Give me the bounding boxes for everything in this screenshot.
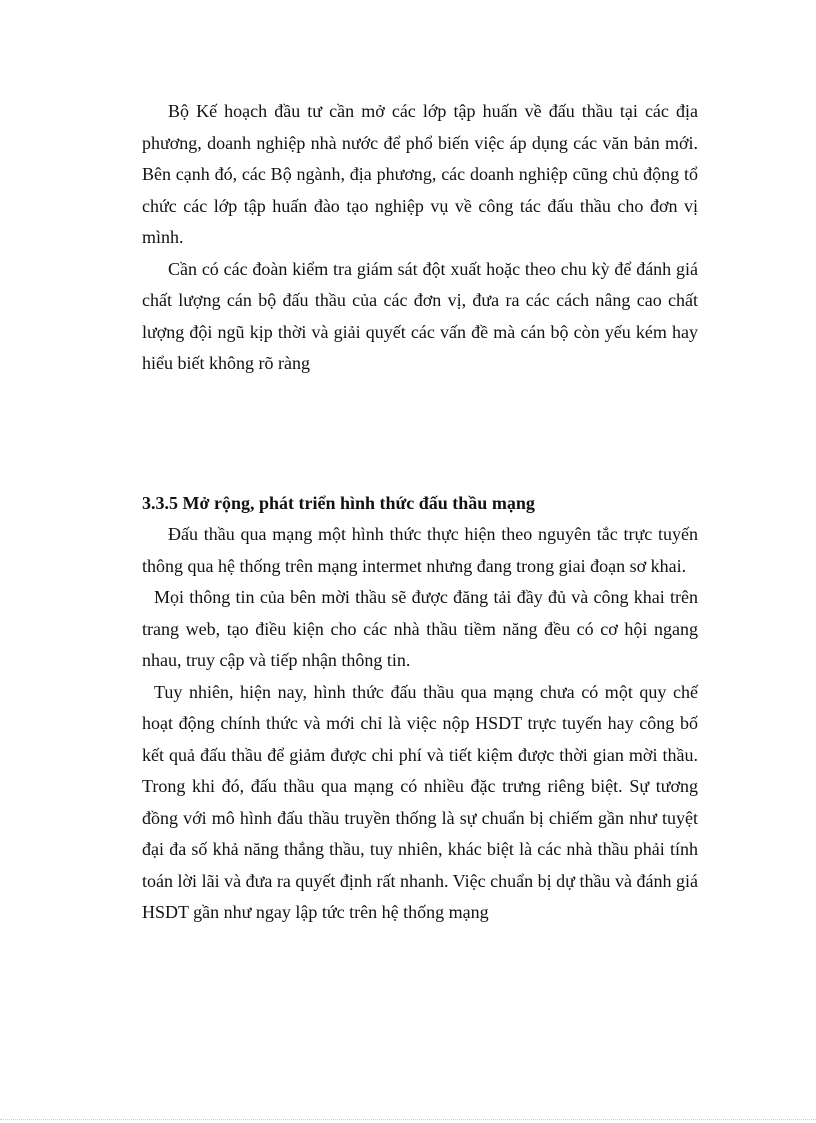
- paragraph-public-info: Mọi thông tin của bên mời thầu sẽ được đăng tải đầy đủ và công khai trên trang web, tạo điều kiện cho các nhà thầu tiềm năng đều có cơ hội ngang nhau, truy cập và tiếp nhận thông tin.: [142, 587, 698, 670]
- paragraph-inspection: Cần có các đoàn kiểm tra giám sát đột xuất hoặc theo chu kỳ để đánh giá chất lượng cán bộ đấu thầu của các đơn vị, đưa ra các cách nâng cao chất lượng đội ngũ kịp thời và giải quyết các vấn đề mà cán bộ còn yếu kém hay hiểu biết không rõ ràng: [142, 258, 698, 373]
- document-body: [142, 96, 698, 929]
- page-bottom-rule: [0, 1119, 816, 1120]
- paragraph-current-status: Tuy nhiên, hiện nay, hình thức đấu thầu qua mạng chưa có một quy chế hoạt động chính thức và mới chỉ là việc nộp HSDT trực tuyến hay công bố kết quả đấu thầu để giảm được chi phí và tiết kiệm được thời gian mời thầu. Trong khi đó, đấu thầu qua mạng có nhiều đặc trưng riêng biệt. Sự tương đồng với mô hình đấu thầu truyền thống là sự chuẩn bị chiếm gần như tuyệt đại đa số khả năng thắng thầu, tuy nhiên, khác biệt là các nhà thầu phải tính toán lời lãi và đưa ra quyết định rất nhanh. Việc chuẩn bị dự thầu và đánh giá HSDT gần như ngay lập tức trên hệ thống mạng: [142, 681, 698, 922]
- section-heading: 3.3.5 Mở rộng, phát triển hình thức đấu thầu mạng: [142, 492, 535, 513]
- section-spacer: [142, 380, 698, 488]
- paragraph-online-bidding: Đấu thầu qua mạng một hình thức thực hiện theo nguyên tắc trực tuyến thông qua hệ thống trên mạng intermet nhưng đang trong giai đoạn sơ khai.: [142, 524, 698, 576]
- paragraph-training: Bộ Kế hoạch đầu tư cần mở các lớp tập huấn về đấu thầu tại các địa phương, doanh nghiệp nhà nước để phổ biến việc áp dụng các văn bản mới. Bên cạnh đó, các Bộ ngành, địa phương, các doanh nghiệp cũng chủ động tổ chức các lớp tập huấn đào tạo nghiệp vụ về công tác đấu thầu cho đơn vị mình.: [142, 101, 698, 247]
